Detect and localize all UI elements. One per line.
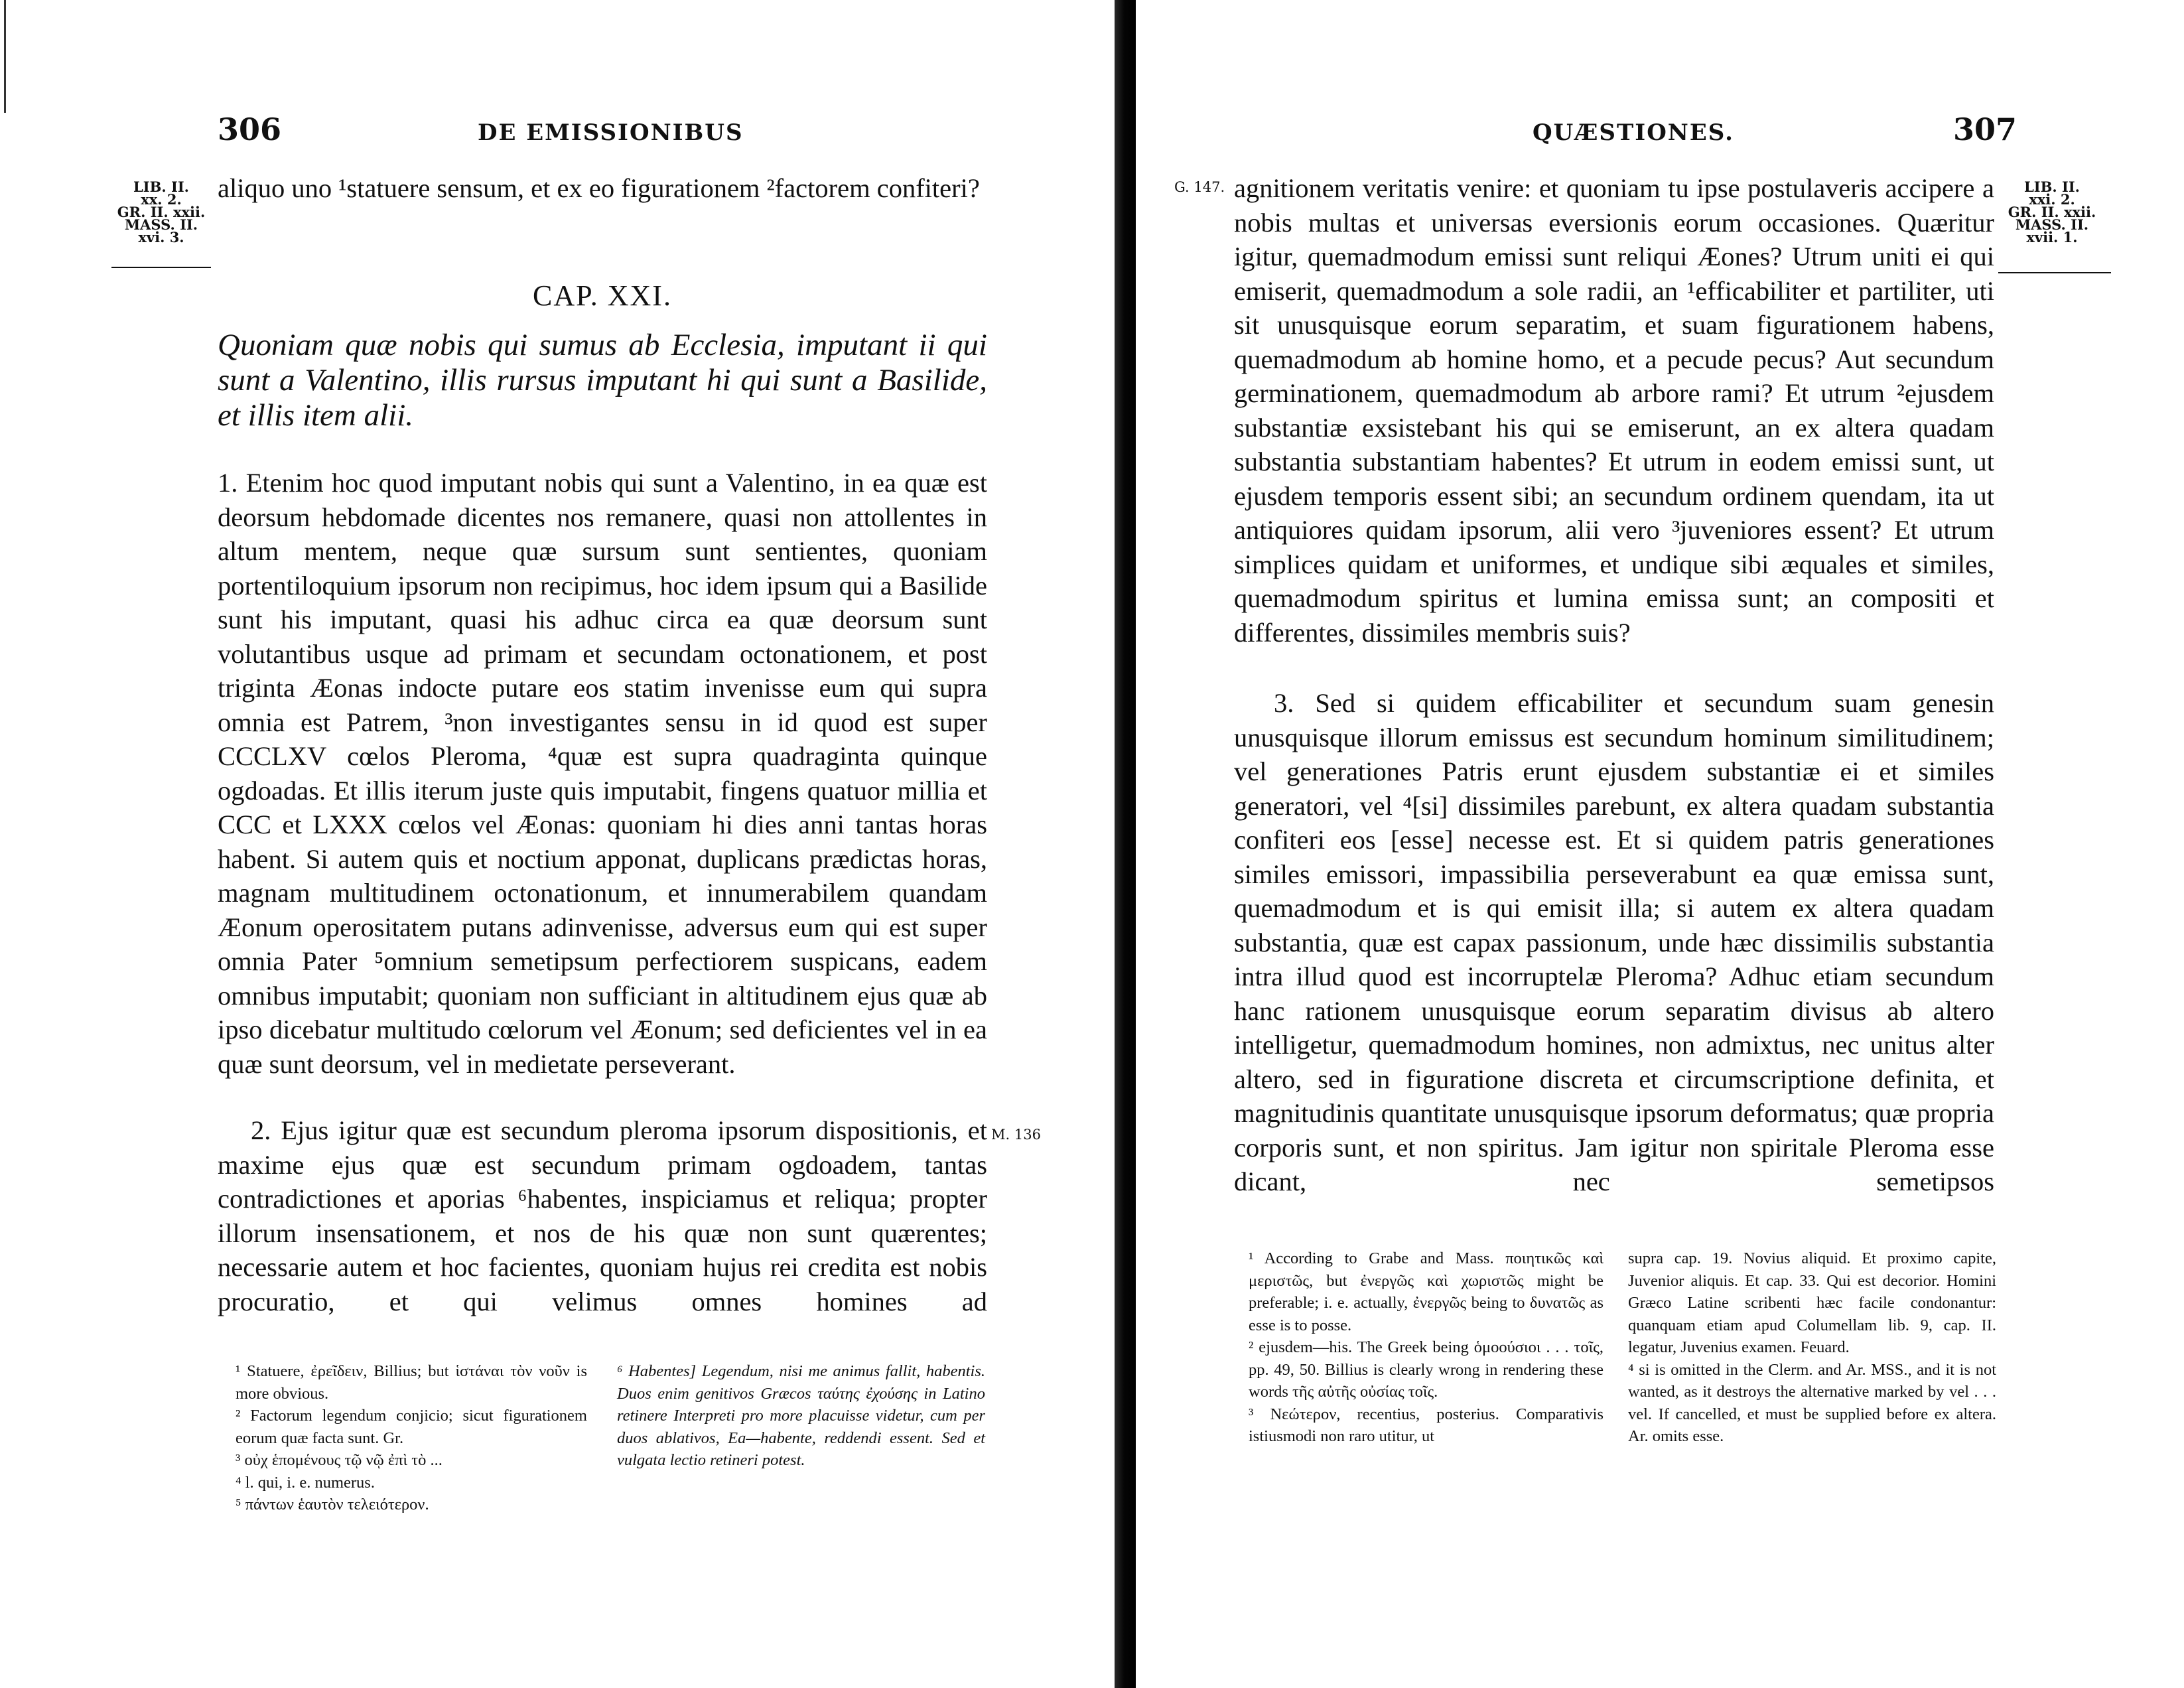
running-head-right: QUÆSTIONES. bbox=[1533, 119, 1734, 146]
paragraph-number: 2. bbox=[251, 1115, 271, 1145]
footnotes-right-col1 bbox=[1249, 1247, 1604, 1448]
footnote: ³ Νεώτερον, recentius, posterius. Comparativis istiusmodi non raro utitur, ut bbox=[1249, 1405, 1604, 1445]
side-marker-right: G. 147. bbox=[1174, 179, 1225, 195]
paragraph-body: Ejus igitur quæ est secundum pleroma ipsorum dispositionis, et maxime ejus quæ est secundum primam ogdoadem, tantas contradictiones et aporias ⁶habentes, inspiciamus et reliqua; propter illorum insensationem, et nos de his quæ non sunt quærentes; necessarie autem et hoc facientes, quoniam hujus rei credita est nobis procuratio, et qui velimus omnes homines ad bbox=[218, 1115, 987, 1316]
footnotes-right-col2 bbox=[1628, 1247, 1996, 1448]
paragraph-body: Sed si quidem efficabiliter et secundum suam genesin unusquisque illorum emissus est secundum hominum similitudinem; vel generationes Patris erunt ejusdem substantiæ ei et similes generatori, vel ⁴[si] dissimiles parebunt, ex altera quadam substantia confiteri eos [esse] necesse est. Et si quidem patris generationes similes emissori, impassibilia perseverabunt ea quæ emissa sunt, quemadmodum et is qui emisit illa; si autem ex altera quadam substantia, quæ est capax passionum, unde hæc dissimilis substantia intra illud quod est incorruptelæ Pleroma? Adhuc etiam secundum hanc rationem unusquisque eorum separatim divisus ab altero intelligetur, quemadmodum homines, non admixtus, nec unitus alter altero, sed in figuratione discreta et circumscriptione definita, et magnitudinis quantitate unusquisque ipsorum deformatus; quæ propria corporis sunt, et non spiritus. Jam igitur non spiritale Pleroma esse dicant, nec semetipsos bbox=[1234, 688, 1994, 1196]
footnote: ⁶ Habentes] Legendum, nisi me animus fallit, habentis. Duos enim genitivos Græcos ταύτης ἐχούσης in Latino retinere Interpreti pro more placuisse videtur, cum per duos ablativos, Ea—habente, reddendi essent. Sed et vulgata lectio retineri potest. bbox=[617, 1362, 985, 1469]
paragraph-2 bbox=[218, 1113, 987, 1318]
opening-text: aliquo uno ¹statuere sensum, et ex eo figurationem ²factorem confiteri? bbox=[218, 173, 980, 203]
paragraph-3 bbox=[1234, 686, 1994, 1199]
footnote: ¹ Statuere, ἐρεῖδειν, Billius; but ἱστάναι τὸν νοῦν is more obvious. bbox=[236, 1362, 587, 1403]
footnote: ⁴ si is omitted in the Clerm. and Ar. MSS., and it is not wanted, as it destroys the alternative marked by vel . . . vel. If cancelled, et must be supplied before ex altera. Ar. omits esse. bbox=[1628, 1360, 1996, 1445]
right-page bbox=[1136, 0, 2184, 1688]
side-marker-left: M. 136 bbox=[991, 1127, 1041, 1143]
footnote: ² ejusdem—his. The Greek being ὁμοούσιοι . . . τοῖς, pp. 49, 50. Billius is clearly wrong in rendering these words τῆς αὐτῆς οὐσίας τοῖς. bbox=[1249, 1338, 1604, 1401]
margin-reference-right: LIB. II. xxi. 2. GR. II. xxii. MASS. II. xvii. 1. bbox=[2008, 178, 2096, 246]
scan-edge bbox=[4, 0, 6, 113]
footnote: ⁴ l. qui, i. e. numerus. bbox=[236, 1473, 375, 1492]
paragraph-1 bbox=[218, 466, 987, 1081]
footnote: ² Factorum legendum conjicio; sicut figurationem eorum quæ facta sunt. Gr. bbox=[236, 1407, 587, 1447]
margin-rule-right bbox=[1998, 272, 2111, 273]
footnotes-left-col1 bbox=[236, 1360, 587, 1516]
paragraph-body: Etenim hoc quod imputant nobis qui sunt a Valentino, in ea quæ est deorsum hebdomade dicentes nos remanere, quasi non attollentes in altum mentem, neque quæ sursum sunt sentientes, quoniam portentiloquium ipsorum non recipimus, hoc idem ipsum qui a Basilide sunt his imputant, quasi his adhuc circa ea quæ deorsum sunt volutantibus usque ad primam et secundam octonationem, et post triginta Æonas indocte putare eos statim invenisse eum qui supra omnia est Patrem, ³non investigantes sensu in id quod est super CCCLXV cœlos Pleroma, ⁴quæ est supra quadraginta quinque ogdoadas. Et illis iterum juste quis imputabit, fingens quatuor millia et CCC et LXXX cœlos vel Æonas: quoniam hi dies anni tantas horas habent. Si autem quis et noctium apponat, duplicans prædictas horas, magnam multitudinem octonationum, et innumerabilem quandam Æonum operositatem putans adinvenisse, adversus eum qui est super omnia Pater ⁵omnium semetipsum perfectiorem suspicans, eadem omnibus imputabit; quoniam non sufficiant in altitudinem ejus quæ ab ipso dicebatur multitudo cœlorum vel Æonum; sed deficientes vel in ea quæ sunt deorsum, vel in medietate perseverant. bbox=[218, 468, 987, 1079]
footnote: supra cap. 19. Novius aliquid. Et proximo capite, Juvenior aliquis. Et cap. 33. Qui est decorior. Homini Græco Latine scribenti hæc facile condonantur: quanquam etiam apud Columellam lib. 9, cap. II. legatur, Juvenius examen. Feuard. bbox=[1628, 1249, 1996, 1356]
margin-rule-left bbox=[111, 267, 211, 268]
footnotes-left-col2 bbox=[617, 1360, 985, 1472]
page-number-left: 306 bbox=[218, 111, 282, 147]
paragraph-continued: agnitionem veritatis venire: et quoniam tu ipse postulaveris accipere a nobis multas et universas eversionis eorum occasiones. Quæritur igitur, quemadmodum emissi sunt reliqui Æones? Utrum uniti ei qui emiserit, quemadmodum a sole radii, an ¹efficabiliter et partiliter, uti sit unusquisque eorum separatim, et suam figurationem habens, quemadmodum ab homine homo, et a pecude pecus? Aut secundum germinationem, quemadmodum ab arbore rami? Et utrum ²ejusdem substantiæ exsistebant his qui se emiserunt, an ex altera quadam substantia substantiam habentes? Et utrum in eodem emissi sunt, ut ejusdem temporis essent sibi; an secundum ordinem quendam, ita ut antiquiores quidam ipsorum, alii vero ³juveniores essent? Et utrum simplices quidam et uniformes, et undique sibi æquales et similes, quemadmodum spiritus et lumina emissa sunt; an compositi et differentes, dissimiles membris suis? bbox=[1234, 173, 1994, 648]
chapter-summary: Quoniam quæ nobis qui sumus ab Ecclesia, imputant ii qui sunt a Valentino, illis rursus imputant hi qui sunt a Basilide, et illis item alii. bbox=[218, 328, 987, 433]
footnote: ¹ According to Grabe and Mass. ποιητικῶς καὶ μεριστῶς, but ἐνεργῶς καὶ χωριστῶς might be preferable; i. e. actually, ἐνεργῶς being to δυνατῶς as esse is to posse. bbox=[1249, 1249, 1604, 1334]
page-number-right: 307 bbox=[1953, 111, 2017, 147]
footnote: ⁵ πάντων ἑαυτὸν τελειότερον. bbox=[236, 1496, 429, 1513]
chapter-heading: CAP. XXI. bbox=[533, 279, 672, 312]
running-head-left: DE EMISSIONIBUS bbox=[478, 119, 744, 146]
paragraph-number: 3. bbox=[1274, 688, 1294, 718]
margin-reference-left: LIB. II. xx. 2. GR. II. xxii. MASS. II. xvi. 3. bbox=[117, 178, 206, 246]
book-gutter bbox=[1115, 0, 1136, 1688]
paragraph-number: 1. bbox=[218, 468, 238, 498]
footnote: ³ οὐχ ἑπομένους τῷ νῷ ἐπὶ τὸ ... bbox=[236, 1451, 443, 1469]
